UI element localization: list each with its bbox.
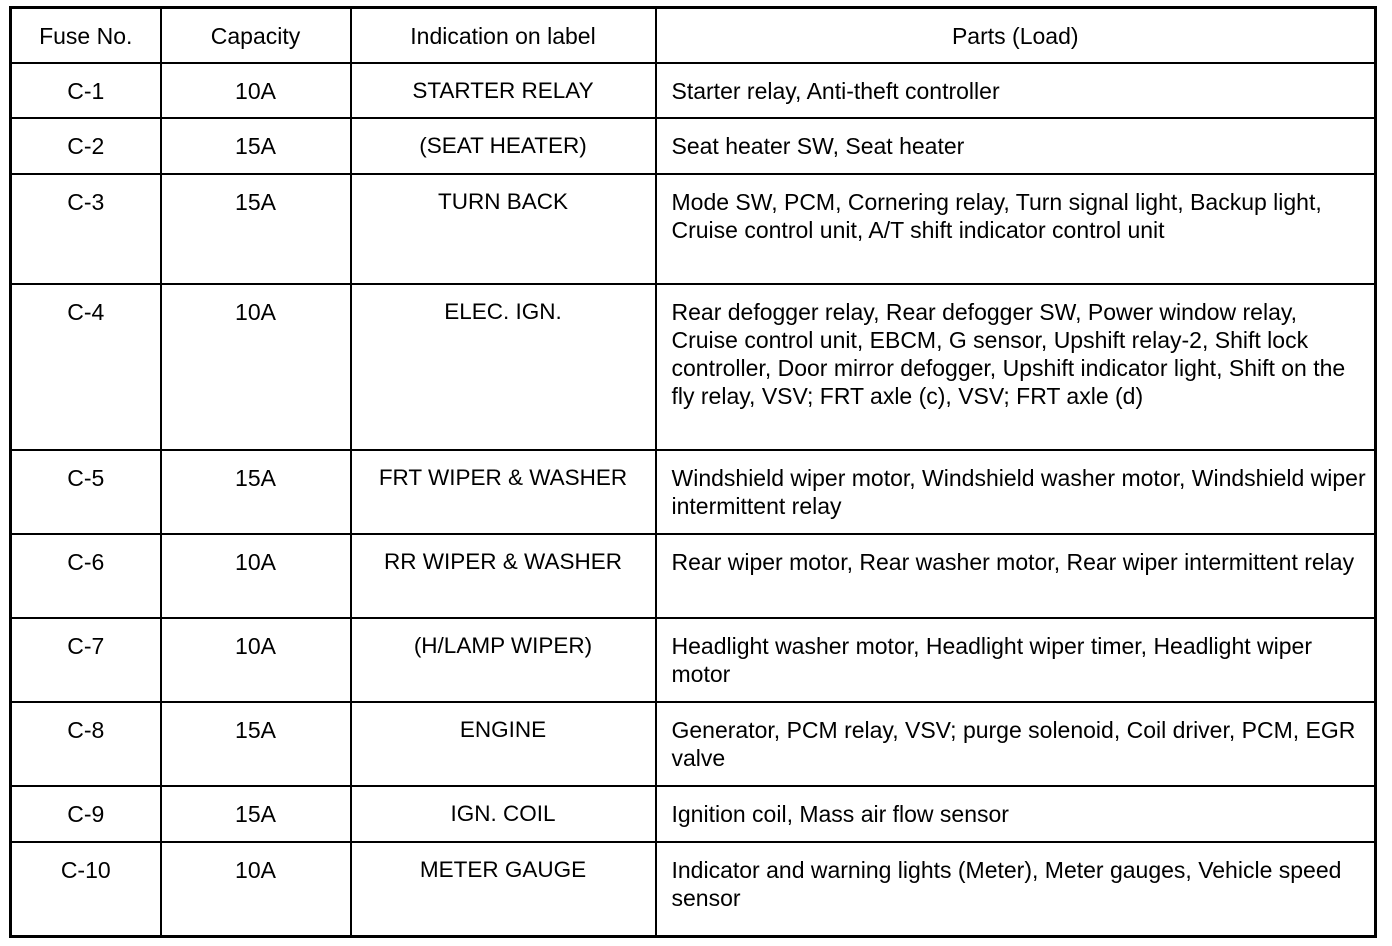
table-header — [11, 8, 1376, 64]
cell-label: (SEAT HEATER) — [351, 118, 656, 174]
cell-capacity: 15A — [161, 118, 351, 174]
table-row — [11, 618, 1376, 702]
table-row — [11, 63, 1376, 118]
table-row — [11, 284, 1376, 450]
cell-parts: Seat heater SW, Seat heater — [656, 118, 1376, 174]
cell-fuse: C-7 — [11, 618, 161, 702]
cell-capacity: 15A — [161, 174, 351, 284]
cell-label: ENGINE — [351, 702, 656, 786]
cell-label: FRT WIPER & WASHER — [351, 450, 656, 534]
cell-capacity: 15A — [161, 450, 351, 534]
table-row — [11, 174, 1376, 284]
cell-fuse: C-4 — [11, 284, 161, 450]
cell-fuse: C-9 — [11, 786, 161, 842]
table-row — [11, 842, 1376, 936]
cell-capacity: 10A — [161, 63, 351, 118]
cell-fuse: C-10 — [11, 842, 161, 936]
cell-capacity: 15A — [161, 786, 351, 842]
header-parts: Parts (Load) — [656, 8, 1376, 64]
cell-capacity: 10A — [161, 618, 351, 702]
cell-label: RR WIPER & WASHER — [351, 534, 656, 618]
header-row — [11, 8, 1376, 64]
cell-capacity: 10A — [161, 284, 351, 450]
table-row — [11, 450, 1376, 534]
header-capacity: Capacity — [161, 8, 351, 64]
cell-label: TURN BACK — [351, 174, 656, 284]
table-row — [11, 702, 1376, 786]
cell-label: IGN. COIL — [351, 786, 656, 842]
cell-parts: Indicator and warning lights (Meter), Meter gauges, Vehicle speed sensor — [656, 842, 1376, 936]
cell-label: ELEC. IGN. — [351, 284, 656, 450]
cell-parts: Generator, PCM relay, VSV; purge solenoid, Coil driver, PCM, EGR valve — [656, 702, 1376, 786]
cell-fuse: C-1 — [11, 63, 161, 118]
cell-capacity: 15A — [161, 702, 351, 786]
cell-fuse: C-8 — [11, 702, 161, 786]
header-indication: Indication on label — [351, 8, 656, 64]
cell-capacity: 10A — [161, 534, 351, 618]
cell-parts: Rear defogger relay, Rear defogger SW, Power window relay, Cruise control unit, EBCM, G sensor, Upshift relay-2, Shift lock controller, Door mirror defogger, Upshift indicator light, Shift on the fly relay, VSV; FRT axle (c), VSV; FRT axle (d) — [656, 284, 1376, 450]
cell-fuse: C-6 — [11, 534, 161, 618]
cell-parts: Starter relay, Anti-theft controller — [656, 63, 1376, 118]
table-row — [11, 118, 1376, 174]
cell-parts: Headlight washer motor, Headlight wiper timer, Headlight wiper motor — [656, 618, 1376, 702]
cell-parts: Rear wiper motor, Rear washer motor, Rear wiper intermittent relay — [656, 534, 1376, 618]
cell-fuse: C-2 — [11, 118, 161, 174]
cell-parts: Mode SW, PCM, Cornering relay, Turn signal light, Backup light, Cruise control unit, A/T shift indicator control unit — [656, 174, 1376, 284]
cell-label: METER GAUGE — [351, 842, 656, 936]
cell-capacity: 10A — [161, 842, 351, 936]
cell-fuse: C-5 — [11, 450, 161, 534]
table-row — [11, 786, 1376, 842]
cell-parts: Ignition coil, Mass air flow sensor — [656, 786, 1376, 842]
cell-parts: Windshield wiper motor, Windshield washer motor, Windshield wiper intermittent relay — [656, 450, 1376, 534]
cell-label: STARTER RELAY — [351, 63, 656, 118]
table-body — [11, 63, 1376, 936]
fuse-table — [9, 6, 1377, 938]
cell-fuse: C-3 — [11, 174, 161, 284]
cell-label: (H/LAMP WIPER) — [351, 618, 656, 702]
table-row — [11, 534, 1376, 618]
header-fuse-no: Fuse No. — [11, 8, 161, 64]
